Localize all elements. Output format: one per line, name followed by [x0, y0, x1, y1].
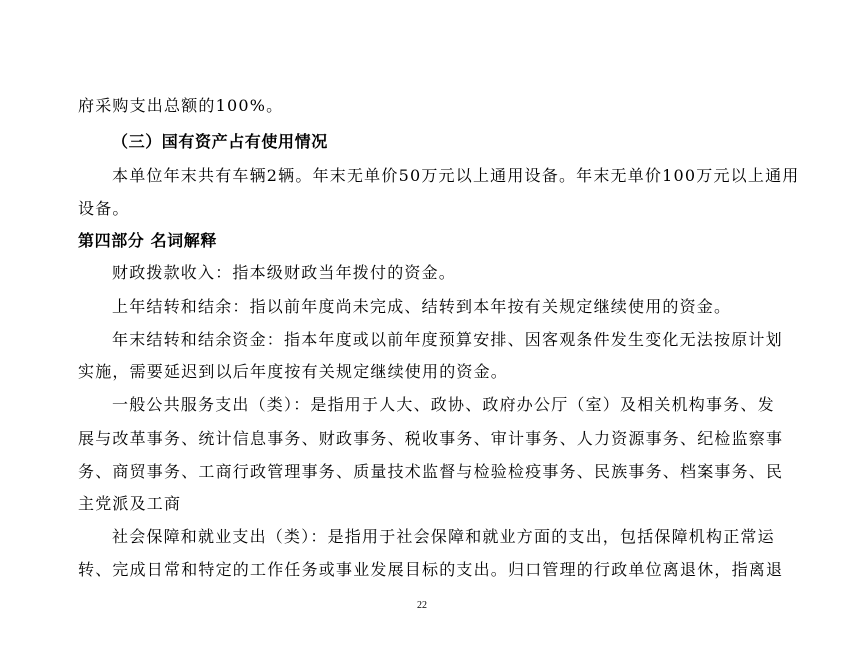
paragraph-line: 务、商贸事务、工商行政管理事务、质量技术监督与检验检疫事务、民族事务、档案事务、民	[78, 462, 784, 481]
paragraph-line: 一般公共服务支出（类）：是指用于人大、政协、政府办公厅（室）及相关机构事务、发	[112, 395, 775, 414]
part-heading: 第四部分 名词解释	[78, 231, 217, 250]
paragraph-line: 主党派及工商	[78, 494, 182, 513]
paragraph-line: 上年结转和结余：指以前年度尚未完成、结转到本年按有关规定继续使用的资金。	[112, 297, 732, 316]
paragraph-line: 本单位年末共有车辆2辆。年末无单价50万元以上通用设备。年末无单价100万元以上通用	[112, 166, 800, 185]
paragraph-line: 财政拨款收入：指本级财政当年拨付的资金。	[112, 263, 457, 282]
paragraph-line: 府采购支出总额的100%。	[78, 96, 284, 115]
paragraph-line: 社会保障和就业支出（类）：是指用于社会保障和就业方面的支出，包括保障机构正常运	[112, 527, 775, 546]
section-heading: （三）国有资产占有使用情况	[112, 132, 328, 151]
paragraph-line: 转、完成日常和特定的工作任务或事业发展目标的支出。归口管理的行政单位离退休，指离退	[78, 560, 784, 579]
page-number: 22	[417, 600, 427, 611]
paragraph-line: 实施，需要延迟到以后年度按有关规定继续使用的资金。	[78, 362, 509, 381]
paragraph-line: 展与改革事务、统计信息事务、财政事务、税收事务、审计事务、人力资源事务、纪检监察事	[78, 429, 784, 448]
paragraph-line: 设备。	[78, 199, 130, 218]
paragraph-line: 年末结转和结余资金：指本年度或以前年度预算安排、因客观条件发生变化无法按原计划	[112, 330, 783, 349]
